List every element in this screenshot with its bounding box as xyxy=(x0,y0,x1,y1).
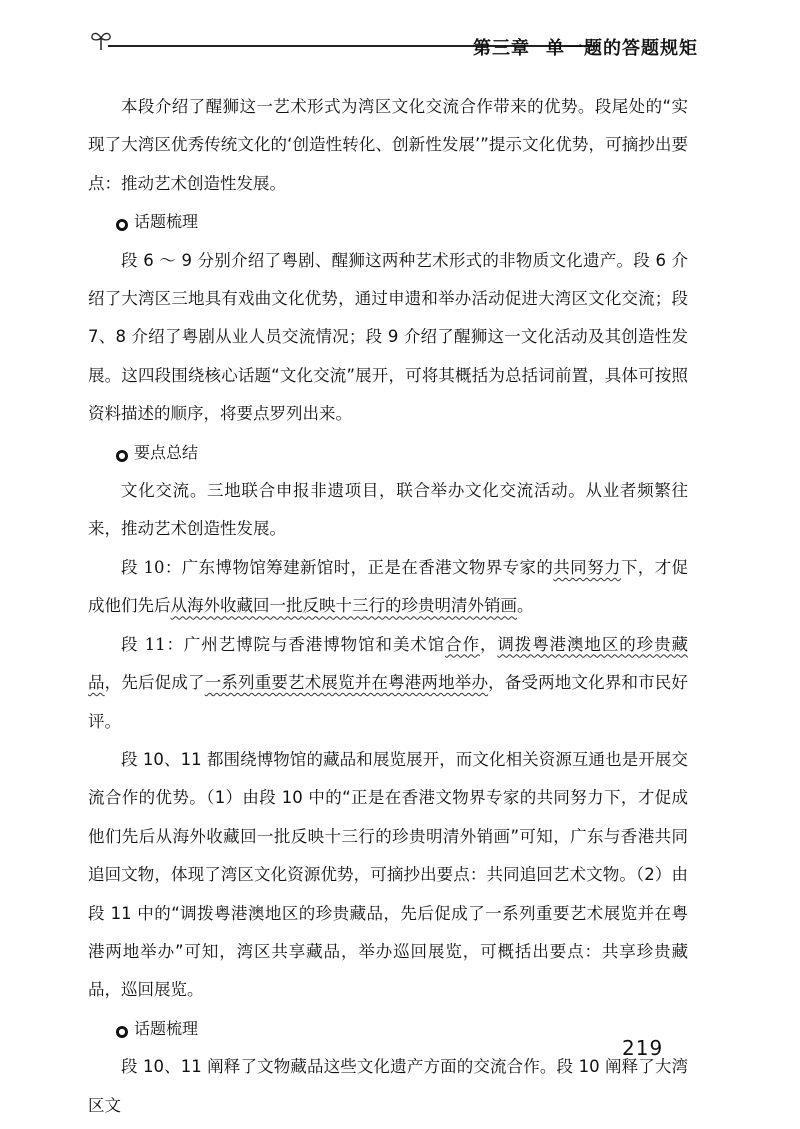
paragraph-last: 段 10、11 阐释了文物藏品这些文化遗产方面的交流合作。段 10 阐释了大湾区文 xyxy=(88,1057,688,1115)
underlined-text: 调拨粤港澳地区的珍贵藏品 xyxy=(88,634,688,693)
header-title xyxy=(473,34,698,60)
bullet-icon: ● xyxy=(116,219,128,231)
text-run: ，备受两地文化界和市民好评。 xyxy=(88,673,689,731)
section-heading-topic-2 xyxy=(88,1010,688,1048)
page-number: 219 xyxy=(622,1036,664,1060)
text-run: 段 10：广东博物馆筹建新馆时，正是在香港文物界专家的 xyxy=(121,557,554,577)
paragraph-analysis: 段 10、11 都围绕博物馆的藏品和展览展开，而文化相关资源互通也是开展交流合作的优势。（1）由段 10 中的“正是在香港文物界专家的共同努力下，才促成他们先后从海外收藏回一批反映十三行的珍贵明清外销画”可知，广东与香港共同追回文物，体现了湾区文化资源优势，可摘抄出要点：共同追回艺术文物。（2）由段 11 中的“调拨粤港澳地区的珍贵藏品，先后促成了一系列重要艺术展览并在粤港两地举办”可知，湾区共享藏品，举办巡回展览，可概括出要点：共享珍贵藏品，巡回展览。 xyxy=(88,749,688,1000)
quoted-paragraph-10 xyxy=(88,549,688,626)
underlined-text: 一系列重要艺术展览并在粤港两地举办 xyxy=(204,673,489,693)
text-run: 段 11：广州艺博院与香港博物馆和美术馆 xyxy=(121,634,446,654)
section-heading-summary xyxy=(88,434,688,472)
text-run: ，先后促成了 xyxy=(104,673,205,693)
section-heading-label: 要点总结 xyxy=(134,442,199,462)
text-run: ， xyxy=(479,634,498,654)
bullet-icon: ● xyxy=(116,1026,128,1038)
chapter-title: 单一题的答题规矩 xyxy=(546,38,698,59)
bullet-icon: ● xyxy=(116,450,128,462)
underlined-text: 合作 xyxy=(445,634,480,654)
sprout-icon xyxy=(88,28,114,52)
section-heading-topic xyxy=(88,203,688,241)
text-run: 下，才促成他们先后 xyxy=(88,557,689,616)
paragraph-3: 文化交流。三地联合申报非遗项目，联合举办文化交流活动。从业者频繁往来，推动艺术创造性发展。 xyxy=(88,481,688,539)
section-heading-label: 话题梳理 xyxy=(134,212,199,232)
paragraph-2: 段 6 ～ 9 分别介绍了粤剧、醒狮这两种艺术形式的非物质文化遗产。段 6 介绍了大湾区三地具有戏曲文化优势，通过申遗和举办活动促进大湾区文化交流；段 7、8 介绍了粤剧从业人员交流情况；段 9 介绍了醒狮这一文化活动及其创造性发展。这四段围绕核心话题“文化交流”展开，可将其概括为总括词前置，具体可按照资料描述的顺序，将要点罗列出来。 xyxy=(88,250,688,424)
quoted-paragraph-11 xyxy=(88,626,688,741)
underlined-text: 共同努力 xyxy=(553,557,621,577)
chapter-label: 第三章 xyxy=(473,38,530,59)
page-header xyxy=(88,28,698,68)
text-run: 。 xyxy=(517,596,534,616)
underlined-text: 从海外收藏回一批反映十三行的珍贵明清外销画 xyxy=(170,596,517,616)
section-heading-label: 话题梳理 xyxy=(134,1018,199,1038)
paragraph-1: 本段介绍了醒狮这一艺术形式为湾区文化交流合作带来的优势。段尾处的“实现了大湾区优秀传统文化的‘创造性转化、创新性发展’”提示文化优势，可摘抄出要点：推动艺术创造性发展。 xyxy=(88,97,688,193)
page-body xyxy=(88,88,688,1125)
